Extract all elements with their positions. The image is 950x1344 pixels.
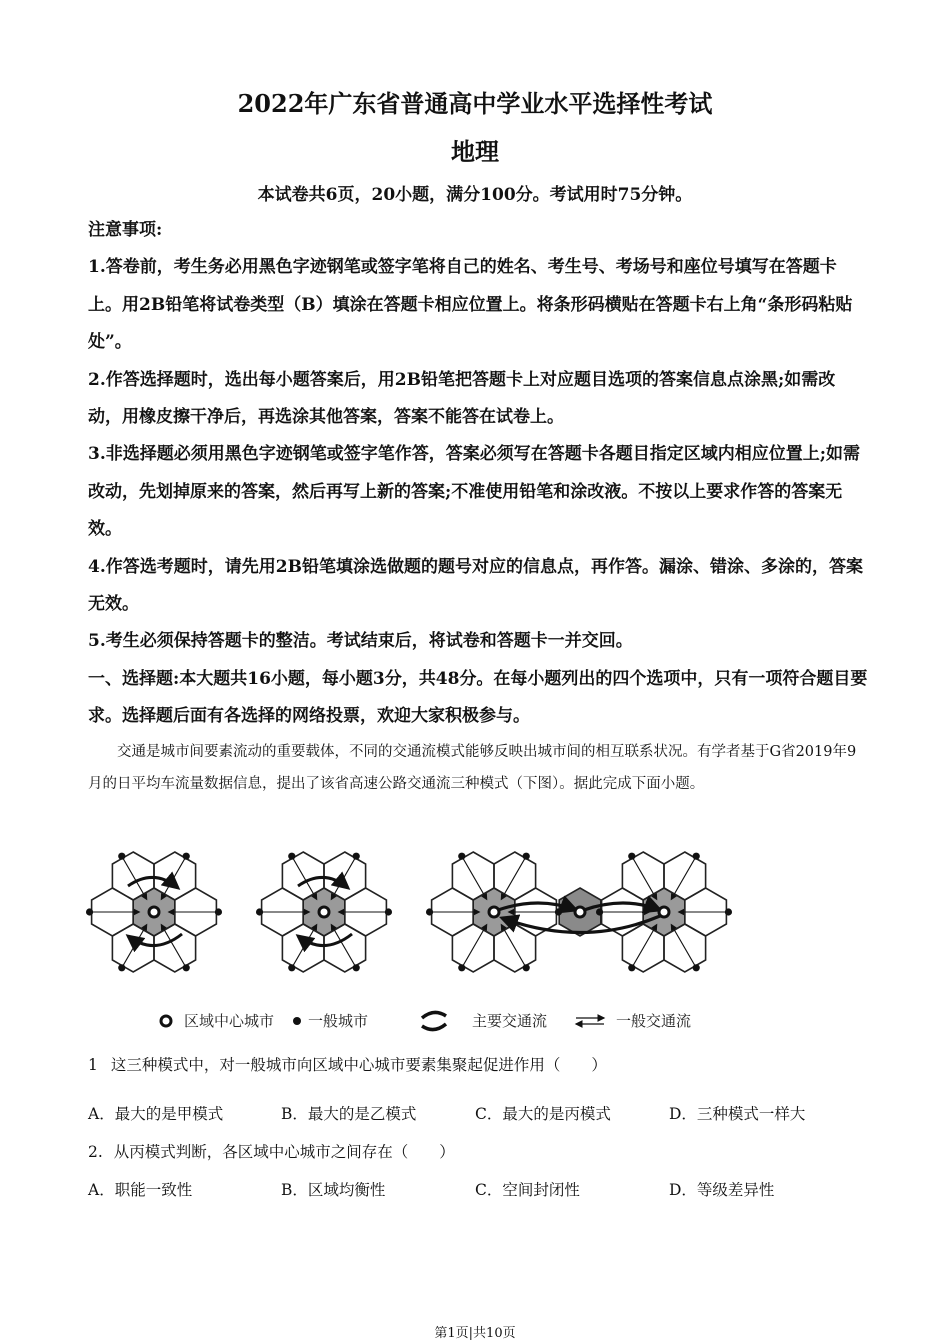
- normal-city-dot: [183, 964, 190, 971]
- normal-city-dot: [458, 853, 465, 860]
- flow-arrows: [90, 856, 729, 968]
- normal-city-dot: [628, 853, 635, 860]
- option-a[interactable]: A．职能一致性: [88, 1181, 193, 1199]
- notes-section: [88, 212, 868, 736]
- normal-city-dot: [288, 853, 295, 860]
- note-item: 5.考生必须保持答题卡的整洁。考试结束后，将试卷和答题卡一并交回。: [88, 631, 633, 652]
- option-d[interactable]: D．三种模式一样大: [669, 1105, 806, 1123]
- legend-normal-flow: 一般交通流: [616, 1012, 692, 1030]
- normal-city-dot: [523, 853, 530, 860]
- legend: [161, 1012, 691, 1030]
- normal-flow-arrow: [632, 925, 657, 968]
- main-flow-icon: [422, 1012, 446, 1029]
- center-city-marker: [489, 907, 499, 917]
- normal-flow-arrow: [671, 925, 696, 968]
- normal-flow-arrow: [501, 856, 526, 899]
- normal-city-dot: [118, 964, 125, 971]
- normal-flow-arrow: [501, 925, 526, 968]
- normal-flow-arrow: [292, 925, 317, 968]
- center-city-marker: [319, 907, 329, 917]
- question-2: [88, 1140, 455, 1162]
- normal-city-dot: [458, 964, 465, 971]
- center-city-marker: [149, 907, 159, 917]
- exam-title: 2022年广东省普通高中学业水平选择性考试: [237, 89, 713, 118]
- normal-city-dot: [693, 964, 700, 971]
- normal-city-dot: [555, 908, 562, 915]
- question-number: 1: [88, 1056, 98, 1074]
- reading-passage: 交通是城市间要素流动的重要载体，不同的交通流模式能够反映出城市间的相互联系状况。有学者基于G省2019年9月的日平均车流量数据信息，提出了该省高速公路交通流三种模式（下图）。据此完成下面小题。: [88, 744, 857, 792]
- legend-main-flow: 主要交通流: [472, 1012, 548, 1030]
- option-b[interactable]: B．最大的是乙模式: [281, 1105, 417, 1123]
- normal-city-dot: [426, 908, 433, 915]
- normal-flow-arrow: [122, 925, 147, 968]
- normal-city-dot: [523, 964, 530, 971]
- note-item: 3.非选择题必须用黑色字迹钢笔或签字笔作答，答案必须写在答题卡各题目指定区域内相应位置上;如需改动，先划掉原来的答案，然后再写上新的答案;不准使用铅笔和涂改液。不按以上要求作答的答案无效。: [88, 444, 861, 540]
- option-d[interactable]: D．等级差异性: [669, 1181, 775, 1199]
- option-a[interactable]: A．最大的是甲模式: [88, 1105, 224, 1123]
- page-footer: 第1页|共10页: [434, 1326, 516, 1341]
- normal-flow-arrow: [671, 856, 696, 899]
- note-item: 2.作答选择题时，选出每小题答案后，用2B铅笔把答题卡上对应题目选项的答案信息点涂黑;如需改动，用橡皮擦干净后，再选涂其他答案，答案不能答在试卷上。: [88, 369, 836, 428]
- legend-center-city: 区域中心城市: [184, 1012, 275, 1030]
- normal-flow-arrow: [161, 925, 186, 968]
- question-1: [88, 1053, 607, 1075]
- traffic-pattern-figure: [84, 838, 744, 1038]
- normal-flow-arrow: [462, 925, 487, 968]
- question-stem: 这三种模式中，对一般城市向区域中心城市要素集聚起促进作用（ ）: [110, 1056, 607, 1074]
- center-city-marker: [575, 907, 585, 917]
- normal-flow-arrow: [462, 856, 487, 899]
- normal-city-dot: [288, 964, 295, 971]
- option-c[interactable]: C．空间封闭性: [475, 1181, 580, 1199]
- notes-heading: 注意事项:: [88, 220, 163, 240]
- normal-city-dot: [183, 853, 190, 860]
- note-item: 1.答卷前，考生务必用黑色字迹钢笔或签字笔将自己的姓名、考生号、考场号和座位号填写在答题卡上。用2B铅笔将试卷类型（B）填涂在答题卡相应位置上。将条形码横贴在答题卡右上角“条形码粘贴处”。: [88, 257, 853, 353]
- normal-city-dot: [215, 908, 222, 915]
- normal-flow-arrow: [161, 856, 186, 899]
- question-stem: 从丙模式判断，各区域中心城市之间存在（ ）: [113, 1143, 455, 1161]
- normal-city-dot: [628, 964, 635, 971]
- question-number: 2.: [88, 1143, 103, 1161]
- normal-flow-arrow: [632, 856, 657, 899]
- normal-city-dot: [353, 964, 360, 971]
- normal-city-dot: [353, 853, 360, 860]
- normal-flow-icon: [576, 1018, 604, 1024]
- legend-normal-city: 一般城市: [308, 1012, 369, 1030]
- subject-title: 地理: [451, 137, 499, 166]
- normal-flow-arrow: [331, 925, 356, 968]
- center-city-icon: [161, 1016, 171, 1026]
- normal-city-dot: [118, 853, 125, 860]
- normal-city-dot: [86, 908, 93, 915]
- option-b[interactable]: B．区域均衡性: [281, 1181, 386, 1199]
- option-c[interactable]: C．最大的是丙模式: [475, 1105, 611, 1123]
- normal-flow-arrow: [331, 856, 356, 899]
- exam-intro: 本试卷共6页，20小题，满分100分。考试用时75分钟。: [257, 185, 693, 205]
- center-city-marker: [659, 907, 669, 917]
- note-item: 4.作答选考题时，请先用2B铅笔填涂选做题的题号对应的信息点，再作答。漏涂、错涂、多涂的，答案无效。: [88, 556, 863, 615]
- normal-city-dot: [385, 908, 392, 915]
- section-heading: 一、选择题:本大题共16小题，每小题3分，共48分。在每小题列出的四个选项中，只有一项符合题目要求。选择题后面有各选择的网络投票，欢迎大家积极参与。: [88, 668, 868, 727]
- normal-city-dot: [693, 853, 700, 860]
- normal-city-dot: [725, 908, 732, 915]
- normal-city-icon: [293, 1017, 301, 1025]
- normal-city-dot: [256, 908, 263, 915]
- normal-city-dot: [596, 908, 603, 915]
